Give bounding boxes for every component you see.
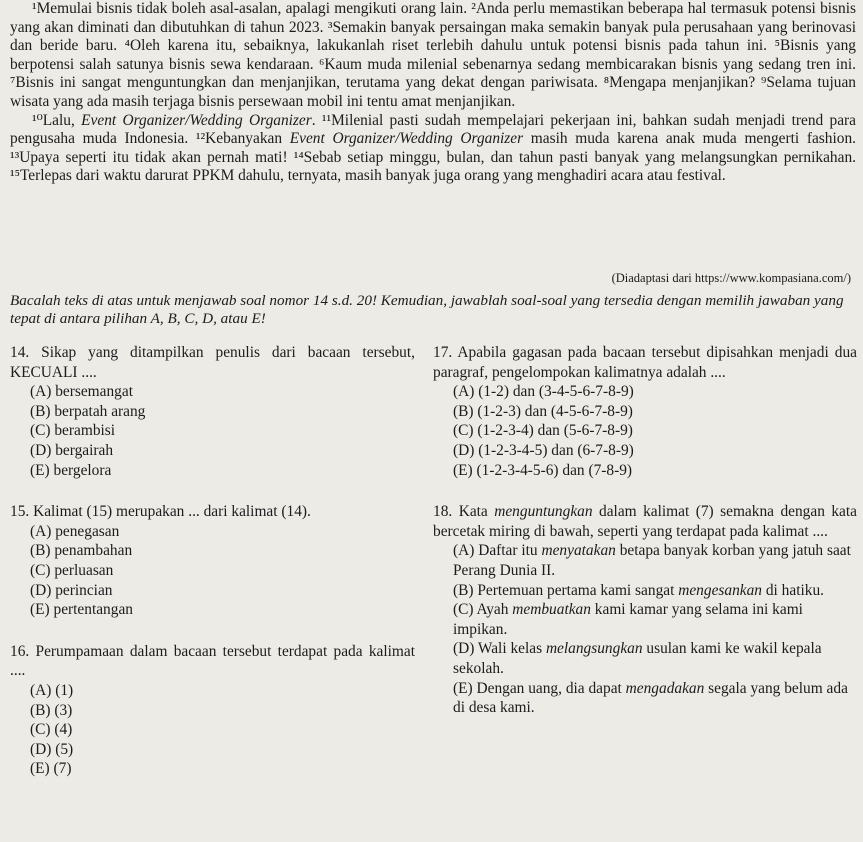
option-a[interactable]: (A) (1-2) dan (3-4-5-6-7-8-9) xyxy=(453,383,634,401)
option-d[interactable]: (D) bergairah xyxy=(30,441,114,459)
option-e[interactable]: (E) (7) xyxy=(30,760,72,778)
option-b[interactable]: (B) penambahan xyxy=(30,542,133,560)
option-e[interactable]: (E) bergelora xyxy=(30,461,112,479)
question-14-options xyxy=(30,382,415,480)
option-b[interactable]: (B) (3) xyxy=(30,701,73,719)
option-d[interactable]: (D) (5) xyxy=(30,740,74,758)
question-15 xyxy=(10,502,415,620)
option-b[interactable]: (B) (1-2-3) dan (4-5-6-7-8-9) xyxy=(453,402,633,420)
questions-left-column xyxy=(10,343,415,801)
question-18-options xyxy=(453,541,857,717)
option-e[interactable]: (E) (1-2-3-4-5-6) dan (7-8-9) xyxy=(453,461,633,479)
passage-paragraph-2: ¹⁰Lalu, Event Organizer/Wedding Organizer. ¹¹Milenial pasti sudah mempelajari pekerjaan ini, bahkan sudah menjadi trend para pengusaha muda Indonesia. ¹²Kebanyakan Event Organizer/Wedding Organizer masih muda karena anak muda mengerti fashion. ¹³Upaya seperti itu tidak akan pernah mati! ¹⁴Sebab setiap minggu, bulan, dan tahun pasti banyak yang melangsungkan pernikahan. ¹⁵Terlepas dari waktu darurat PPKM dahulu, ternyata, masih banyak juga orang yang menghadiri acara atau festival. xyxy=(10,111,857,185)
passage-paragraph-1: ¹Memulai bisnis tidak boleh asal-asalan, apalagi mengikuti orang lain. ²Anda perlu memastikan beberapa hal termasuk potensi bisnis yang akan diminati dan dibutuhkan di tahun 2023. ³Semakin banyak persaingan maka semakin banyak pula perusahaan yang berinovasi dan beride baru. ⁴Oleh karena itu, sebaiknya, lakukanlah riset terlebih dahulu untuk potensi bisnis pada tahun ini. ⁵Bisnis yang berpotensi salah satunya bisnis sewa kendaraan. ⁶Kaum muda milenial sebenarnya sedang membicarakan bisnis yang sedang tren ini. ⁷Bisnis ini sangat menguntungkan dan menjanjikan, terutama yang dekat dengan pariwisata. ⁸Mengapa menjanjikan? ⁹Selama tujuan wisata yang ada masih terjaga bisnis persewaan mobil ini tentu amat menjanjikan. xyxy=(10,0,856,110)
option-a[interactable]: (A) (1) xyxy=(30,681,74,699)
option-c[interactable]: (C) Ayah membuatkan kami kamar yang selama ini kami impikan. xyxy=(453,601,803,638)
option-a[interactable]: (A) bersemangat xyxy=(30,383,133,401)
question-14-stem: 14. Sikap yang ditampilkan penulis dari bacaan tersebut, KECUALI .... xyxy=(10,344,415,381)
instruction-text: Bacalah teks di atas untuk menjawab soal nomor 14 s.d. 20! Kemudian, jawablah soal-soal yang tersedia dengan memilih jawaban yang tepat di antara pilihan A, B, C, D, atau E! xyxy=(10,292,844,327)
option-e[interactable]: (E) Dengan uang, dia dapat mengadakan segala yang belum ada di desa kami. xyxy=(453,679,848,717)
option-c[interactable]: (C) (1-2-3-4) dan (5-6-7-8-9) xyxy=(453,422,633,440)
question-15-options xyxy=(30,522,415,620)
option-b[interactable]: (B) Pertemuan pertama kami sangat mengesankan di hatiku. xyxy=(453,581,824,599)
option-b[interactable]: (B) berpatah arang xyxy=(30,402,146,420)
option-c[interactable]: (C) (4) xyxy=(30,721,73,739)
option-e[interactable]: (E) pertentangan xyxy=(30,601,133,619)
option-d[interactable]: (D) (1-2-3-4-5) dan (6-7-8-9) xyxy=(453,441,634,459)
option-d[interactable]: (D) Wali kelas melangsungkan usulan kami ke wakil kepala sekolah. xyxy=(453,640,822,677)
question-16-stem: 16. Perumpamaan dalam bacaan tersebut terdapat pada kalimat .... xyxy=(10,642,415,680)
question-18-stem: 18. Kata menguntungkan dalam kalimat (7) semakna dengan kata bercetak miring di bawah, seperti yang terdapat pada kalimat .... xyxy=(433,503,857,540)
question-18 xyxy=(433,502,857,718)
reading-passage xyxy=(10,0,856,186)
question-17-stem: 17. Apabila gagasan pada bacaan tersebut dipisahkan menjadi dua paragraf, pengelompokan kalimatnya adalah .... xyxy=(433,344,857,381)
option-a[interactable]: (A) penegasan xyxy=(30,522,120,540)
question-14 xyxy=(10,343,415,480)
passage-source: (Diadaptasi dari https://www.kompasiana.com/) xyxy=(611,271,851,285)
question-17-options xyxy=(453,382,857,480)
question-16 xyxy=(10,642,415,779)
option-a[interactable]: (A) Daftar itu menyatakan betapa banyak korban yang jatuh saat Perang Dunia II. xyxy=(453,542,851,579)
question-15-stem: 15. Kalimat (15) merupakan ... dari kalimat (14). xyxy=(10,503,311,521)
option-c[interactable]: (C) berambisi xyxy=(30,422,116,440)
option-c[interactable]: (C) perluasan xyxy=(30,561,114,579)
option-d[interactable]: (D) perincian xyxy=(30,581,113,599)
question-17 xyxy=(433,343,857,480)
questions-right-column xyxy=(433,343,857,740)
question-16-options xyxy=(30,681,415,779)
